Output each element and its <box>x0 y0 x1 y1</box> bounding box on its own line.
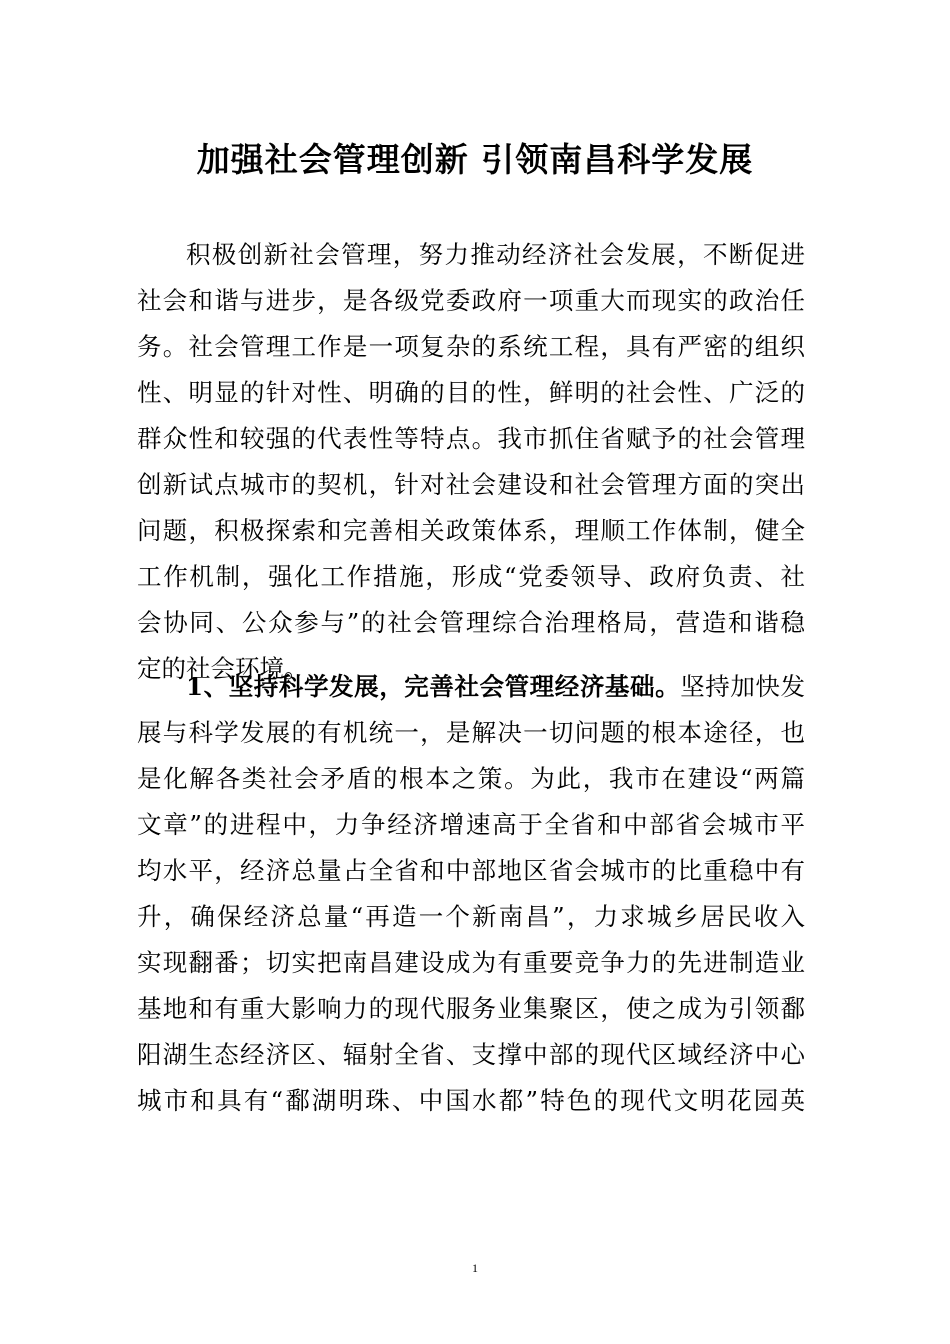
text-line: 城市和具有“鄱湖明珠、中国水都”特色的现代文明花园英 <box>137 1086 805 1115</box>
text-line: 群众性和较强的代表性等特点。我市抓住省赋予的社会管理 <box>137 424 805 453</box>
text-line: 展与科学发展的有机统一，是解决一切问题的根本途径，也 <box>137 718 805 747</box>
text-line: 实现翻番；切实把南昌建设成为有重要竞争力的先进制造业 <box>137 948 805 977</box>
text-line: 是化解各类社会矛盾的根本之策。为此，我市在建设“两篇 <box>137 764 805 793</box>
text-line: 定的社会环境。 <box>137 654 309 683</box>
text-line: 工作机制，强化工作措施，形成“党委领导、政府负责、社 <box>137 562 805 591</box>
page-number: 1 <box>472 1261 478 1275</box>
paragraph-section-1 <box>137 664 805 1124</box>
text-line: 升，确保经济总量“再造一个新南昌”，力求城乡居民收入 <box>137 902 805 931</box>
document-title: 加强社会管理创新 引领南昌科学发展 <box>196 140 754 179</box>
section-heading: 1、坚持科学发展，完善社会管理经济基础。 <box>186 672 681 701</box>
text-line: 文章”的进程中，力争经济增速高于全省和中部省会城市平 <box>137 810 805 839</box>
paragraph-intro <box>137 232 805 692</box>
text-line <box>137 664 805 710</box>
text-line: 基地和有重大影响力的现代服务业集聚区，使之成为引领鄱 <box>137 994 805 1023</box>
text-line: 均水平，经济总量占全省和中部地区省会城市的比重稳中有 <box>137 856 805 885</box>
text-line: 问题，积极探索和完善相关政策体系，理顺工作体制，健全 <box>137 516 805 545</box>
text-line: 性、明显的针对性、明确的目的性，鲜明的社会性、广泛的 <box>137 378 805 407</box>
section-text-start: 坚持加快发 <box>680 672 806 701</box>
text-line: 创新试点城市的契机，针对社会建设和社会管理方面的突出 <box>137 470 805 499</box>
text-line: 务。社会管理工作是一项复杂的系统工程，具有严密的组织 <box>137 332 805 361</box>
text-line: 会协同、公众参与”的社会管理综合治理格局，营造和谐稳 <box>137 608 805 637</box>
text-line: 积极创新社会管理，努力推动经济社会发展，不断促进 <box>186 240 805 269</box>
text-line: 社会和谐与进步，是各级党委政府一项重大而现实的政治任 <box>137 286 805 315</box>
text-line: 阳湖生态经济区、辐射全省、支撑中部的现代区域经济中心 <box>137 1040 805 1069</box>
